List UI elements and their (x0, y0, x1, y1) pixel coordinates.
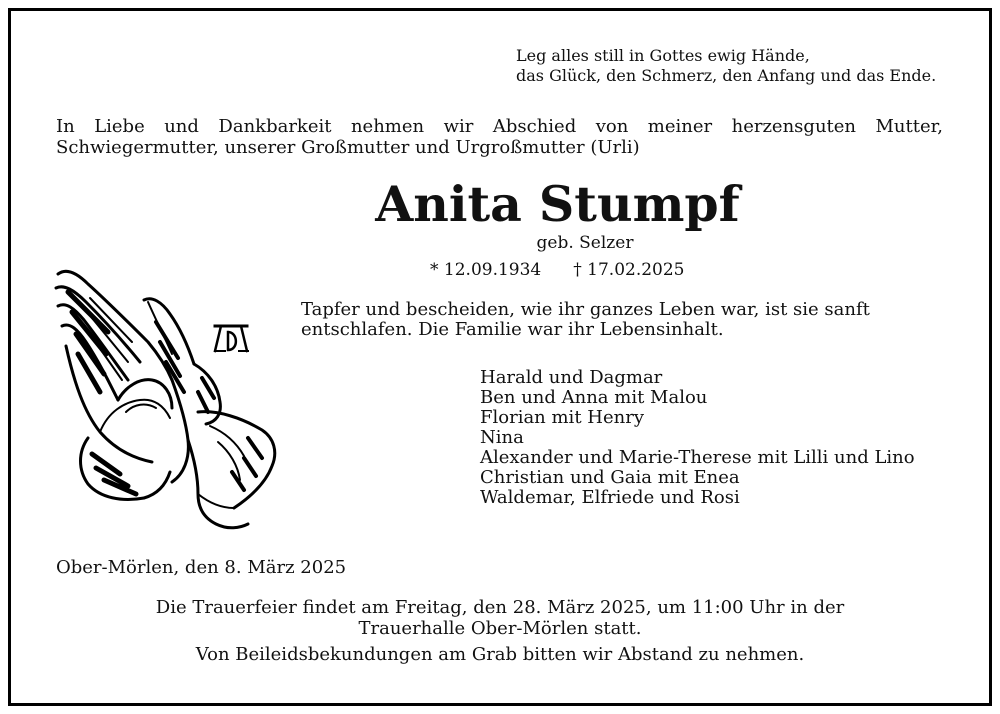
place-and-date: Ober-Mörlen, den 8. März 2025 (56, 557, 347, 578)
verse-line-1: Leg alles still in Gottes ewig Hände, (516, 46, 810, 65)
intro-text (56, 116, 943, 158)
family-member: Harald und Dagmar (480, 367, 663, 388)
service-line-1: Die Trauerfeier findet am Freitag, den 28. März 2025, um 11:00 Uhr in der (155, 597, 845, 618)
tribute-line-1: Tapfer und bescheiden, wie ihr ganzes Leben war, ist sie sanft (301, 299, 870, 320)
tribute-text (301, 300, 870, 340)
deceased-name: Anita Stumpf (375, 175, 740, 233)
intro-line-2: Schwiegermutter, unserer Großmutter und Urgroßmutter (Urli) (56, 137, 640, 158)
life-dates (430, 259, 685, 281)
birth-date: * 12.09.1934 (430, 260, 542, 280)
funeral-service-info (0, 597, 1000, 639)
praying-hands-icon (48, 262, 288, 534)
verse (516, 46, 936, 86)
service-line-2: Trauerhalle Ober-Mörlen statt. (358, 618, 642, 639)
family-member: Nina (480, 427, 524, 448)
family-member: Florian mit Henry (480, 407, 644, 428)
family-member: Christian und Gaia mit Enea (480, 467, 740, 488)
tribute-line-2: entschlafen. Die Familie war ihr Lebensinhalt. (301, 319, 724, 340)
verse-line-2: das Glück, den Schmerz, den Anfang und das Ende. (516, 66, 937, 85)
family-list (480, 368, 915, 508)
intro-line-1: In Liebe und Dankbarkeit nehmen wir Abschied von meiner herzensguten Mutter, (56, 116, 943, 137)
duerer-monogram-icon (212, 322, 250, 354)
birth-name: geb. Selzer (536, 233, 634, 253)
family-member: Alexander und Marie-Therese mit Lilli und Lino (480, 447, 915, 468)
condolence-note: Von Beileidsbekundungen am Grab bitten wir Abstand zu nehmen. (195, 644, 805, 665)
death-date: † 17.02.2025 (573, 260, 685, 280)
family-member: Waldemar, Elfriede und Rosi (480, 487, 740, 508)
family-member: Ben und Anna mit Malou (480, 387, 708, 408)
